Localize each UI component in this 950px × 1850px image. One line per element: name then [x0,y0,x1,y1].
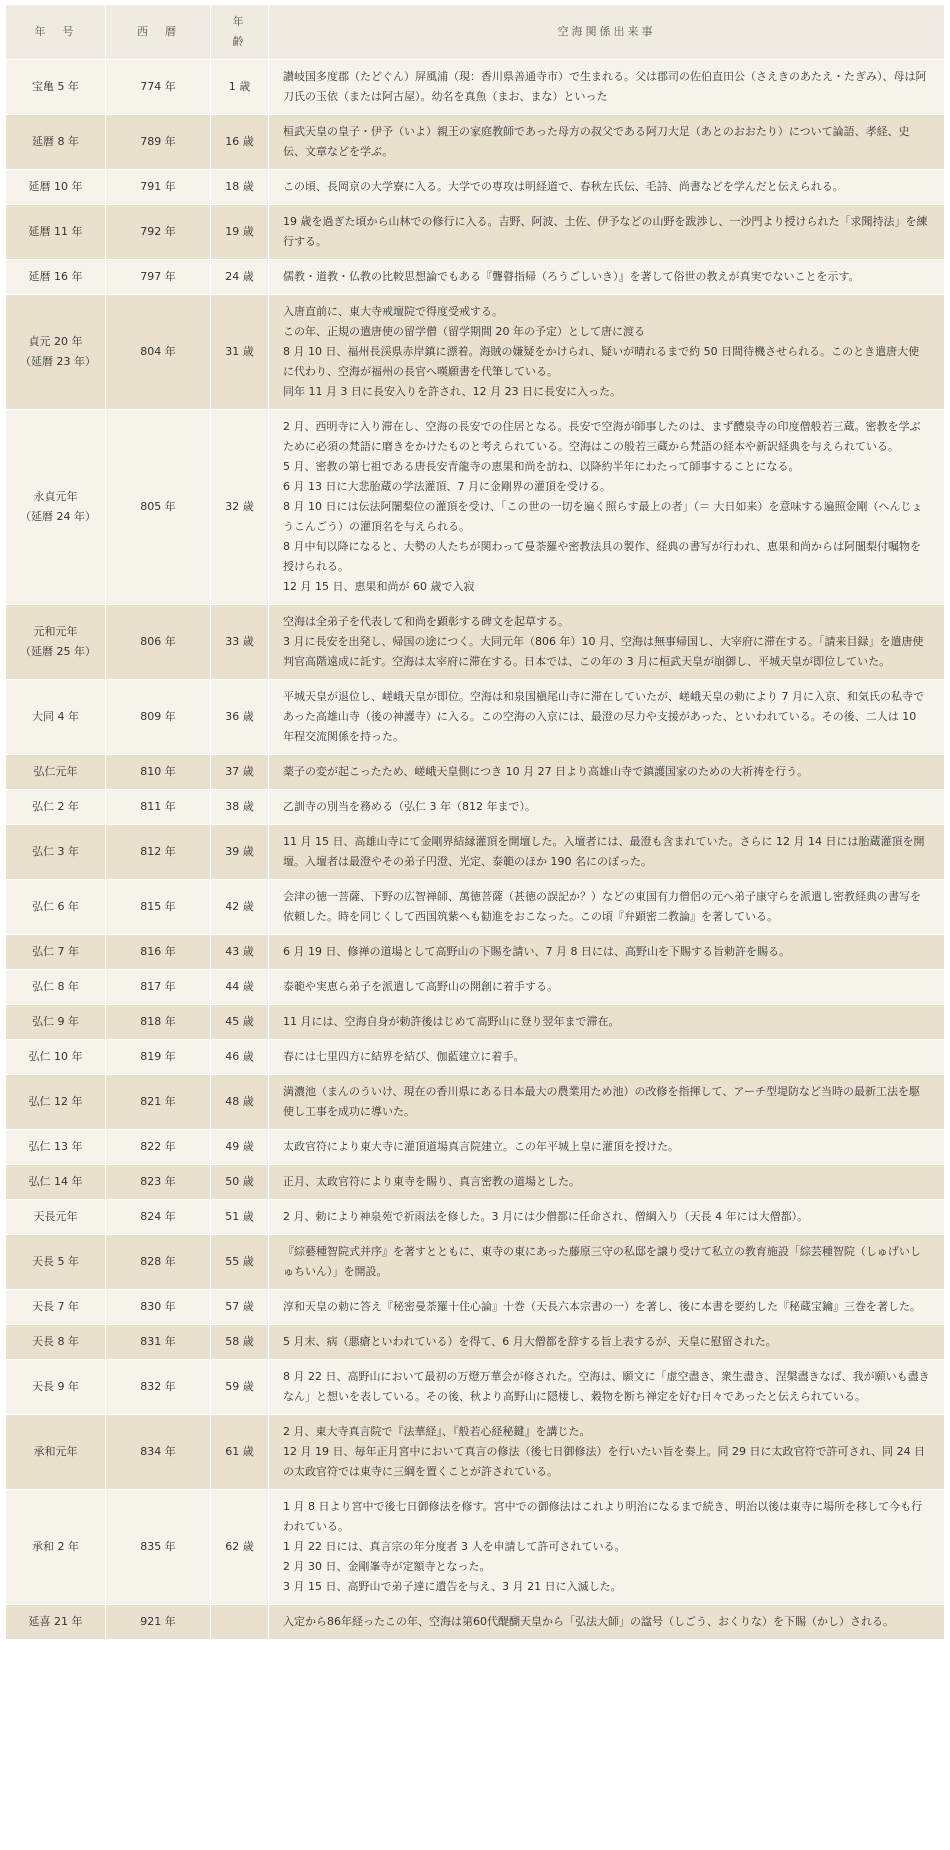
table-row [6,1040,945,1075]
age-cell: 39 歳 [211,825,269,880]
table-row [6,115,945,170]
era-cell [6,60,106,115]
western-year-cell: 815 年 [106,880,211,935]
era-name: 永貞元年 [33,490,78,503]
age-cell: 45 歳 [211,1005,269,1040]
era-cell [6,205,106,260]
table-row [6,755,945,790]
era-name: 天長元年 [33,1210,78,1223]
era-cell [6,935,106,970]
event-text: 8 月 10 日、福州長渓県赤岸鎮に漂着。海賊の嫌疑をかけられ、疑いが晴れるまで約 50 日間待機させられる。このとき遣唐大使に代わり、空海が福州の長官へ嘆願書を代筆している。 [283,345,920,378]
event-cell [269,880,945,935]
event-text: 8 月中旬以降になると、大勢の人たちが関わって曼荼羅や密教法具の製作、経典の書写が行われ、恵果和尚からは阿闍梨付嘱物を授けられる。 [283,540,922,573]
event-cell [269,1165,945,1200]
age-cell: 33 歳 [211,605,269,680]
event-text: 12 月 19 日、毎年正月宮中において真言の修法（後七日御修法）を行いたい旨を奏上。同 29 日に太政官符で許可され、同 24 日の太政官符では東寺に三綱を置くことが許されている。 [283,1445,926,1478]
event-cell [269,1325,945,1360]
era-cell [6,1325,106,1360]
event-text: 2 月 30 日、金剛峯寺が定額寺となった。 [283,1560,491,1573]
western-year-cell: 822 年 [106,1130,211,1165]
era-cell [6,1415,106,1490]
header-event: 空海関係出来事 [269,5,945,60]
table-row [6,1005,945,1040]
age-cell: 19 歳 [211,205,269,260]
event-text: 2 月、東大寺真言院で『法華経』、『般若心経秘鍵』を講じた。 [283,1425,591,1438]
western-year-cell: 819 年 [106,1040,211,1075]
event-text: この頃、長岡京の大学寮に入る。大学での専攻は明経道で、春秋左氏伝、毛詩、尚書などを学んだと伝えられる。 [283,180,844,193]
western-year-cell: 774 年 [106,60,211,115]
event-cell [269,1200,945,1235]
western-year-cell: 806 年 [106,605,211,680]
era-name: 承和元年 [33,1445,78,1458]
event-cell [269,1490,945,1605]
chronology-table [5,4,945,1640]
era-cell [6,1605,106,1640]
table-row [6,880,945,935]
age-cell: 43 歳 [211,935,269,970]
era-name: 天長 7 年 [32,1300,79,1313]
event-cell [269,1605,945,1640]
era-name: 承和 2 年 [32,1540,79,1553]
event-text: 5 月、密教の第七祖である唐長安青龍寺の恵果和尚を訪ね、以降約半年にわたって師事することになる。 [283,460,800,473]
western-year-cell: 791 年 [106,170,211,205]
western-year-cell: 792 年 [106,205,211,260]
event-text: 春には七里四方に結界を結び、伽藍建立に着手。 [283,1050,525,1063]
table-row [6,205,945,260]
event-text: 淳和天皇の勅に答え『秘密曼荼羅十住心論』十巻（天長六本宗書の一）を著し、後に本書を要約した『秘蔵宝鑰』三巻を著した。 [283,1300,921,1313]
header-row [6,5,945,60]
header-year: 西 暦 [106,5,211,60]
age-cell: 46 歳 [211,1040,269,1075]
event-text: 12 月 15 日、恵果和尚が 60 歳で入寂 [283,580,475,593]
era-name: 延喜 21 年 [28,1615,83,1628]
event-cell [269,295,945,410]
event-text: 5 月末、病（悪瘡といわれている）を得て、6 月大僧都を辞する旨上表するが、天皇に慰留された。 [283,1335,777,1348]
event-text: 入唐直前に、東大寺戒壇院で得度受戒する。 [283,305,503,318]
era-name: 天長 9 年 [32,1380,79,1393]
western-year-cell: 921 年 [106,1605,211,1640]
event-text: 3 月に長安を出発し、帰国の途につく。大同元年（806 年）10 月、空海は無事帰国し、大宰府に滞在する。「請来目録」を遣唐使判官高階遠成に託す。空海は太宰府に滞在する。日本では、この年の 3 月に桓武天皇が崩御し、平城天皇が即位していた。 [283,635,924,668]
table-row [6,1130,945,1165]
era-cell [6,790,106,825]
western-year-cell: 824 年 [106,1200,211,1235]
table-row [6,970,945,1005]
table-row [6,295,945,410]
table-row [6,1325,945,1360]
era-cell [6,260,106,295]
age-cell: 38 歳 [211,790,269,825]
age-cell: 36 歳 [211,680,269,755]
table-row [6,825,945,880]
era-name: 弘仁 10 年 [28,1050,83,1063]
era-name: 弘仁 9 年 [32,1015,79,1028]
table-row [6,605,945,680]
era-cell [6,1290,106,1325]
event-cell [269,1130,945,1165]
event-text: 太政官符により東大寺に灌頂道場真言院建立。この年平城上皇に灌頂を授けた。 [283,1140,679,1153]
era-name: 弘仁 13 年 [28,1140,83,1153]
event-text: 入定から86年経ったこの年、空海は第60代醍醐天皇から「弘法大師」の諡号（しごう、おくりな）を下賜（かし）される。 [283,1615,894,1628]
age-cell: 16 歳 [211,115,269,170]
era-cell [6,170,106,205]
era-cell [6,1040,106,1075]
event-cell [269,970,945,1005]
era-cell [6,970,106,1005]
event-cell [269,790,945,825]
western-year-cell: 818 年 [106,1005,211,1040]
event-cell [269,1360,945,1415]
table-row [6,1200,945,1235]
event-text: 1 月 8 日より宮中で後七日御修法を修す。宮中での御修法はこれより明治になるまで続き、明治以後は東寺に場所を移して今も行われている。 [283,1500,923,1533]
western-year-cell: 830 年 [106,1290,211,1325]
western-year-cell: 805 年 [106,410,211,605]
age-cell: 37 歳 [211,755,269,790]
western-year-cell: 821 年 [106,1075,211,1130]
event-text: 2 月、西明寺に入り滞在し、空海の長安での住居となる。長安で空海が師事したのは、まず醴泉寺の印度僧般若三蔵。密教を学ぶために必須の梵語に磨きをかけたものと考えられている。空海はこの般若三蔵から梵語の経本や新訳経典を与えられている。 [283,420,921,453]
table-row [6,1290,945,1325]
event-cell [269,205,945,260]
event-text: 正月、太政官符により東寺を賜り、真言密教の道場とした。 [283,1175,580,1188]
event-text: この年、正規の遣唐使の留学僧（留学期間 20 年の予定）として唐に渡る [283,325,645,338]
western-year-cell: 811 年 [106,790,211,825]
era-name: 弘仁 8 年 [32,980,79,993]
event-text: 会津の徳一菩薩、下野の広智禅師、萬徳菩薩（甚徳の誤記か？）などの東国有力僧侶の元へ弟子康守らを派遣し密教経典の書写を依頼した。時を同じくして西国筑紫へも勧進をおこなった。この頃『弁顕密二教論』を著している。 [283,890,921,923]
table-body [6,60,945,1640]
era-name: 弘仁 12 年 [28,1095,83,1108]
western-year-cell: 809 年 [106,680,211,755]
age-cell: 50 歳 [211,1165,269,1200]
era-cell [6,1235,106,1290]
header-era: 年 号 [6,5,106,60]
era-cell [6,295,106,410]
era-name: 弘仁元年 [33,765,78,778]
age-cell: 44 歳 [211,970,269,1005]
era-name: （延暦 24 年） [20,510,96,523]
western-year-cell: 812 年 [106,825,211,880]
era-name: 延暦 8 年 [32,135,79,148]
table-row [6,935,945,970]
event-text: 薬子の変が起こったため、嵯峨天皇側につき 10 月 27 日より高雄山寺で鎮護国家のための大祈祷を行う。 [283,765,809,778]
era-name: 弘仁 14 年 [28,1175,83,1188]
age-cell: 42 歳 [211,880,269,935]
era-cell [6,755,106,790]
western-year-cell: 816 年 [106,935,211,970]
era-name: 延暦 16 年 [28,270,83,283]
western-year-cell: 834 年 [106,1415,211,1490]
event-text: 1 月 22 日には、真言宗の年分度者 3 人を申請して許可されている。 [283,1540,626,1553]
event-text: 11 月には、空海自身が勅許後はじめて高野山に登り翌年まで滞在。 [283,1015,620,1028]
table-row [6,60,945,115]
event-text: 桓武天皇の皇子・伊予（いよ）親王の家庭教師であった母方の叔父である阿刀大足（あとのおおたり）について論語、孝経、史伝、文章などを学ぶ。 [283,125,910,158]
western-year-cell: 817 年 [106,970,211,1005]
event-text: 空海は全弟子を代表して和尚を顕彰する碑文を起草する。 [283,615,569,628]
era-name: 貞元 20 年 [28,335,83,348]
event-cell [269,680,945,755]
header-age: 年 齢 [211,5,269,60]
age-cell: 61 歳 [211,1415,269,1490]
era-name: （延暦 23 年） [20,355,96,368]
age-cell [211,1605,269,1640]
event-text: 19 歳を過ぎた頃から山林での修行に入る。吉野、阿波、土佐、伊予などの山野を跋渉し、一沙門より授けられた「求聞持法」を練行する。 [283,215,928,248]
age-cell: 55 歳 [211,1235,269,1290]
age-cell: 32 歳 [211,410,269,605]
event-cell [269,755,945,790]
era-name: 弘仁 2 年 [32,800,79,813]
event-text: 6 月 13 日に大悲胎蔵の学法灌頂、7 月に金剛界の灌頂を受ける。 [283,480,611,493]
era-name: 弘仁 3 年 [32,845,79,858]
era-cell [6,1490,106,1605]
era-name: 弘仁 7 年 [32,945,79,958]
era-name: （延暦 25 年） [20,645,96,658]
western-year-cell: 832 年 [106,1360,211,1415]
era-name: 元和元年 [33,625,78,638]
event-text: 讃岐国多度郡（たどぐん）屏風浦（現：香川県善通寺市）で生まれる。父は郡司の佐伯直田公（さえきのあたえ・たぎみ）、母は阿刀氏の玉依（または阿古屋）。幼名を真魚（まお、まな）といった [283,70,927,103]
event-text: 2 月、勅により神泉苑で祈雨法を修した。3 月には少僧都に任命され、僧綱入り（天長 4 年には大僧都）。 [283,1210,809,1223]
table-row [6,1490,945,1605]
event-cell [269,1075,945,1130]
western-year-cell: 797 年 [106,260,211,295]
age-cell: 62 歳 [211,1490,269,1605]
western-year-cell: 831 年 [106,1325,211,1360]
era-cell [6,115,106,170]
table-row [6,410,945,605]
era-cell [6,605,106,680]
era-name: 弘仁 6 年 [32,900,79,913]
table-row [6,170,945,205]
event-text: 儒教・道教・仏教の比較思想論でもある『聾瞽指帰（ろうごしいき）』を著して俗世の教えが真実でないことを示す。 [283,270,860,283]
event-cell [269,1040,945,1075]
era-cell [6,410,106,605]
table-row [6,1165,945,1200]
era-name: 延暦 10 年 [28,180,83,193]
era-cell [6,825,106,880]
era-cell [6,880,106,935]
era-cell [6,1165,106,1200]
age-cell: 1 歳 [211,60,269,115]
era-name: 天長 8 年 [32,1335,79,1348]
event-cell [269,170,945,205]
event-text: 平城天皇が退位し、嵯峨天皇が即位。空海は和泉国槇尾山寺に滞在していたが、嵯峨天皇の勅により 7 月に入京、和気氏の私寺であった高雄山寺（後の神護寺）に入る。この空海の入京には、最澄の尽力や支援があった、といわれている。その後、二人は 10 年程交流関係を持った。 [283,690,924,743]
era-cell [6,1075,106,1130]
western-year-cell: 789 年 [106,115,211,170]
event-cell [269,60,945,115]
event-text: 満濃池（まんのういけ、現在の香川県にある日本最大の農業用ため池）の改修を指揮して、アーチ型堤防など当時の最新工法を駆使し工事を成功に導いた。 [283,1085,921,1118]
table-row [6,680,945,755]
event-text: 『綜藝種智院式并序』を著すとともに、東寺の東にあった藤原三守の私邸を譲り受けて私立の教育施設「綜芸種智院（しゅげいしゅちいん）」を開設。 [283,1245,921,1278]
era-name: 大同 4 年 [32,710,79,723]
event-cell [269,605,945,680]
event-cell [269,1005,945,1040]
era-cell [6,1005,106,1040]
era-cell [6,680,106,755]
event-cell [269,825,945,880]
age-cell: 49 歳 [211,1130,269,1165]
event-cell [269,1415,945,1490]
era-name: 延暦 11 年 [28,225,83,238]
age-cell: 24 歳 [211,260,269,295]
table-row [6,1605,945,1640]
age-cell: 59 歳 [211,1360,269,1415]
western-year-cell: 835 年 [106,1490,211,1605]
event-cell [269,410,945,605]
age-cell: 58 歳 [211,1325,269,1360]
event-cell [269,935,945,970]
event-cell [269,260,945,295]
event-text: 8 月 22 日、高野山において最初の万燈万華会が修された。空海は、願文に「虚空盡き、衆生盡き、涅槃盡きなば、我が願いも盡きなん」と想いを表している。その後、秋より高野山に隠棲し、穀物を断ち禅定を好む日々であったと伝えられている。 [283,1370,930,1403]
era-cell [6,1200,106,1235]
western-year-cell: 810 年 [106,755,211,790]
age-cell: 51 歳 [211,1200,269,1235]
event-cell [269,1290,945,1325]
era-name: 宝亀 5 年 [32,80,79,93]
event-text: 8 月 10 日には伝法阿闍梨位の灌頂を受け、「この世の一切を遍く照らす最上の者」（＝ 大日如来）を意味する遍照金剛（へんじょうこんごう）の灌頂名を与えられる。 [283,500,923,533]
event-cell [269,115,945,170]
era-name: 天長 5 年 [32,1255,79,1268]
event-text: 6 月 19 日、修禅の道場として高野山の下賜を請い、7 月 8 日には、高野山を下賜する旨勅許を賜る。 [283,945,790,958]
event-text: 乙訓寺の別当を務める（弘仁 3 年（812 年まで）。 [283,800,536,813]
event-text: 3 月 15 日、高野山で弟子達に遺告を与え、3 月 21 日に入滅した。 [283,1580,622,1593]
western-year-cell: 823 年 [106,1165,211,1200]
table-row [6,1360,945,1415]
event-text: 11 月 15 日、高雄山寺にて金剛界結縁灌頂を開壇した。入壇者には、最澄も含まれていた。さらに 12 月 14 日には胎蔵灌頂を開壇。入壇者は最澄やその弟子円澄、光定、泰範のほか 190 名にのぼった。 [283,835,925,868]
table-row [6,1415,945,1490]
age-cell: 18 歳 [211,170,269,205]
age-cell: 48 歳 [211,1075,269,1130]
event-cell [269,1235,945,1290]
table-row [6,790,945,825]
table-row [6,260,945,295]
age-cell: 57 歳 [211,1290,269,1325]
western-year-cell: 828 年 [106,1235,211,1290]
era-cell [6,1360,106,1415]
table-row [6,1235,945,1290]
age-cell: 31 歳 [211,295,269,410]
table-row [6,1075,945,1130]
event-text: 同年 11 月 3 日に長安入りを許され、12 月 23 日に長安に入った。 [283,385,622,398]
era-cell [6,1130,106,1165]
event-text: 泰範や実恵ら弟子を派遣して高野山の開創に着手する。 [283,980,558,993]
western-year-cell: 804 年 [106,295,211,410]
